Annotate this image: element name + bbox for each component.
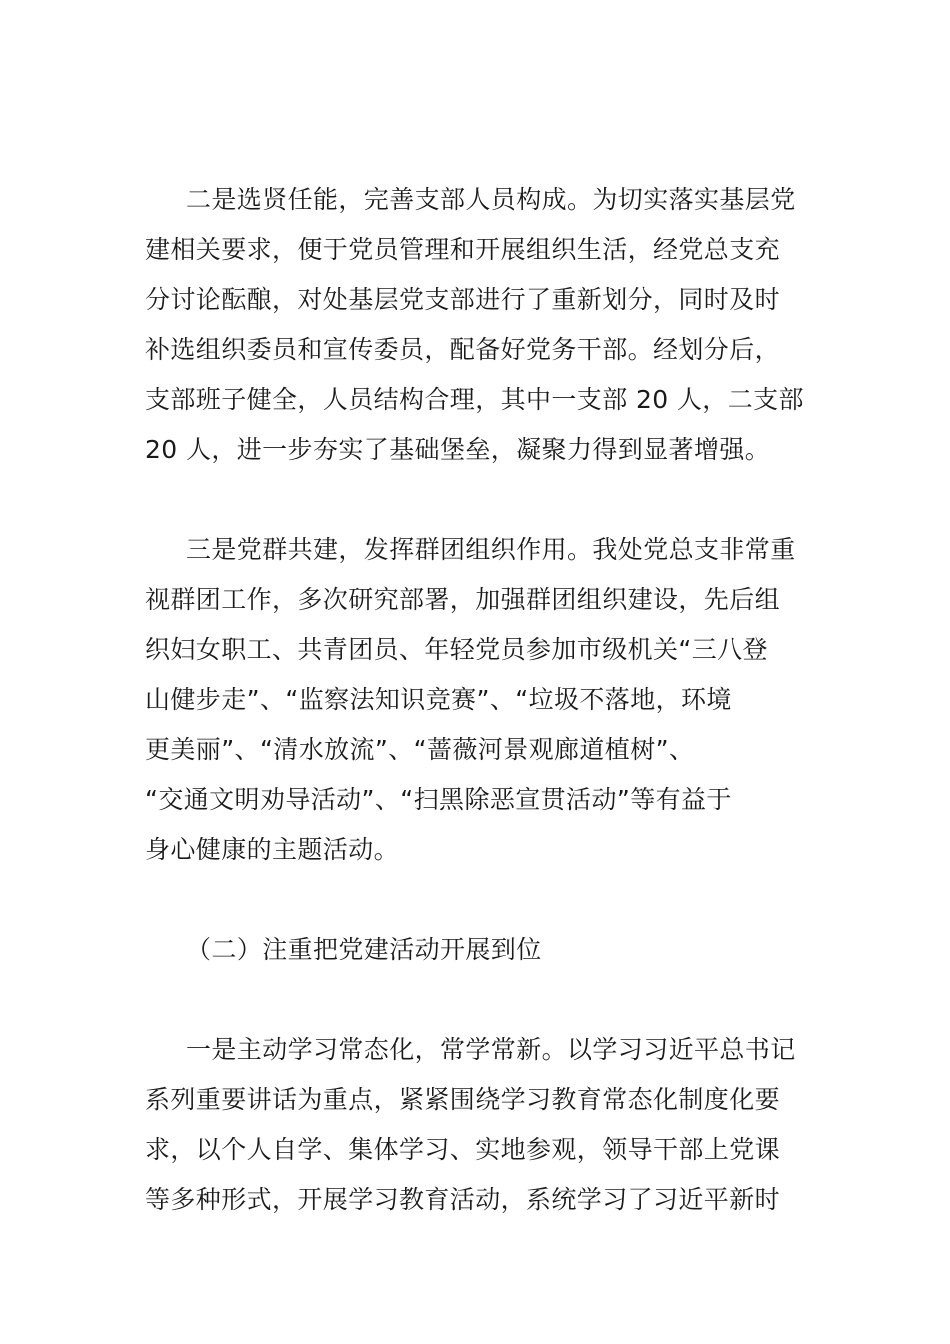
para2-line4: 山健步走”、“监察法知识竞赛”、“垃圾不落地，环境 [145,685,732,714]
para1-line4: 补选组织委员和宣传委员，配备好党务干部。经划分后， [145,335,781,364]
para2-line5: 更美丽”、“清水放流”、“蔷薇河景观廊道植树”、 [145,735,695,764]
para3-line2: 系列重要讲话为重点，紧紧围绕学习教育常态化制度化要 [145,1085,781,1114]
para2-line7: 身心健康的主题活动。 [145,835,400,864]
para2-line1: 三是党群共建，发挥群团组织作用。我处党总支非常重 [186,535,796,564]
para1-line2: 建相关要求，便于党员管理和开展组织生活，经党总支充 [145,235,781,264]
para1-line5: 支部班子健全，人员结构合理，其中一支部 20 人，二支部 [145,385,804,414]
para3-line4: 等多种形式，开展学习教育活动，系统学习了习近平新时 [145,1185,781,1214]
para2-line2: 视群团工作，多次研究部署，加强群团组织建设，先后组 [145,585,781,614]
para3-line3: 求，以个人自学、集体学习、实地参观，领导干部上党课 [145,1135,781,1164]
para1-line3: 分讨论酝酿，对处基层党支部进行了重新划分，同时及时 [145,285,781,314]
para1-line1: 二是选贤任能，完善支部人员构成。为切实落实基层党 [186,185,796,214]
section-heading: （二）注重把党建活动开展到位 [186,935,542,964]
para2-line3: 织妇女职工、共青团员、年轻党员参加市级机关“三八登 [145,635,768,664]
para2-line6: “交通文明劝导活动”、“扫黑除恶宣贯活动”等有益于 [145,785,732,814]
para3-line1: 一是主动学习常态化，常学常新。以学习习近平总书记 [186,1035,796,1064]
para1-line6: 20 人，进一步夯实了基础堡垒，凝聚力得到显著增强。 [145,435,771,464]
